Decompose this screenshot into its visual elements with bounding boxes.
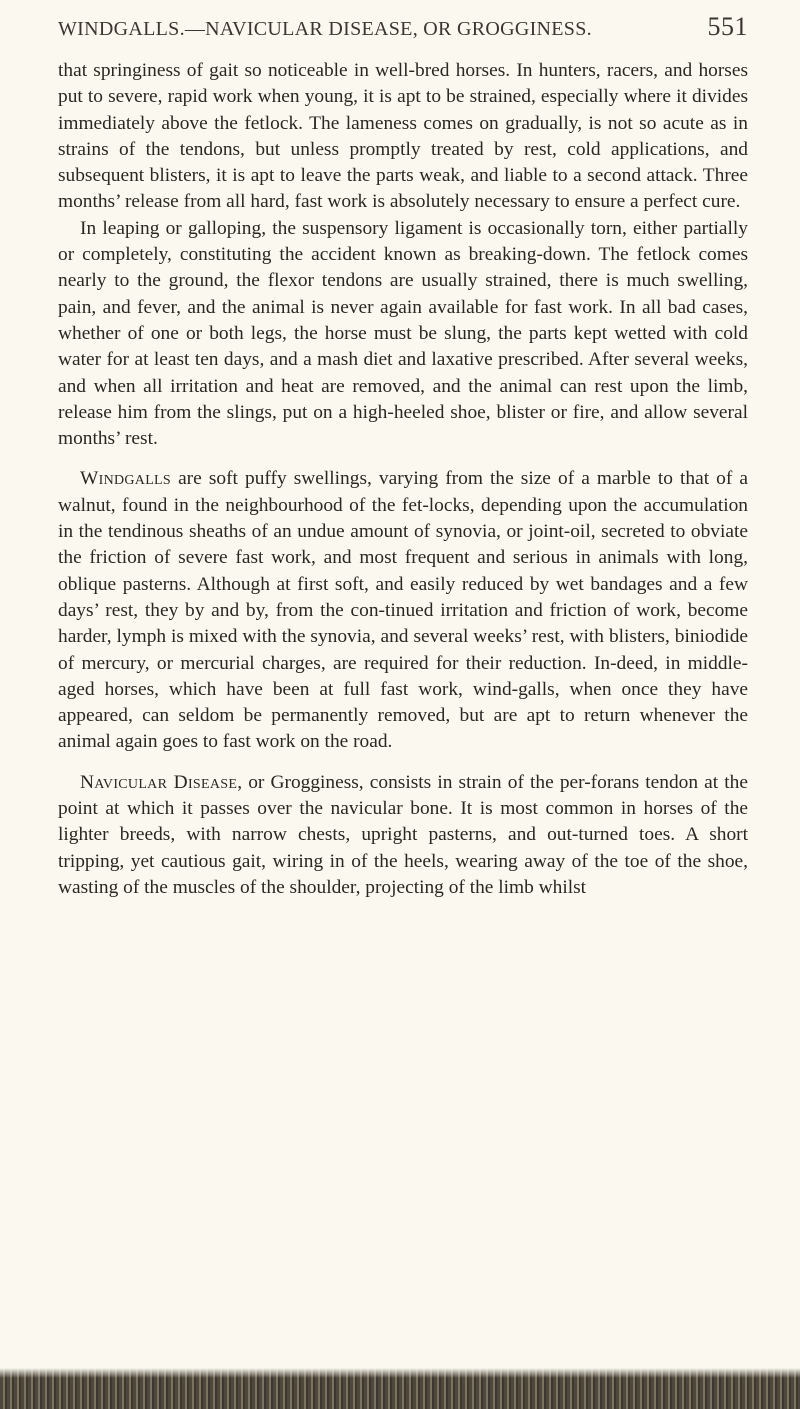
body-text <box>58 58 748 901</box>
section-lead-term: Windgalls <box>80 468 171 490</box>
page-edge-shadow <box>0 1368 800 1409</box>
paragraph-text: In leaping or galloping, the suspensory ligament is occasionally torn, either partially or completely, constituting the accident known as breaking-down. The fetlock comes nearly to the ground, the flexor tendons are usually strained, there is much swelling, pain, and fever, and the animal is never again available for fast work. In all bad cases, whether of one or both legs, the horse must be slung, the parts kept wetted with cold water for at least ten days, and a mash diet and laxative prescribed. After several weeks, and when all irritation and heat are removed, and the animal can rest upon the limb, release him from the slings, put on a high-heeled shoe, blister or fire, and allow several months’ rest. <box>58 217 748 450</box>
page-number: 551 <box>707 12 748 41</box>
paragraph-text: are soft puffy swellings, varying from the size of a marble to that of a walnut, found in the neighbourhood of the fet-locks, depending upon the accumulation in the tendinous sheaths of an undue amount of synovia, or joint-oil, secreted to obviate the friction of severe fast work, and most frequent and serious in animals with long, oblique pasterns. Although at first soft, and easily reduced by wet bandages and a few days’ rest, they by and by, from the con-tinued irritation and friction of work, become harder, lymph is mixed with the synovia, and several weeks’ rest, with blisters, biniodide of mercury, or mercurial charges, are required for their reduction. In-deed, in middle-aged horses, which have been at full fast work, wind-galls, when once they have appeared, can seldom be permanently removed, but are apt to return whenever the animal again goes to fast work on the road. <box>58 468 748 753</box>
paragraph-text: , or Grogginess, consists in strain of the per-forans tendon at the point at which it passes over the navicular bone. It is most common in horses of the lighter breeds, with narrow chests, upright pasterns, and out-turned toes. A short tripping, yet cautious gait, wiring in of the heels, wearing away of the toe of the shoe, wasting of the muscles of the shoulder, projecting of the limb whilst <box>58 771 748 898</box>
paragraph-suspensory-strain <box>58 58 748 216</box>
section-lead-term: Navicular Disease <box>80 771 238 793</box>
paragraph-breaking-down <box>58 216 748 453</box>
paragraph-text: that springiness of gait so noticeable in well-bred horses. In hunters, racers, and horses put to severe, rapid work when young, it is apt to be strained, especially where it divides immediately above the fetlock. The lameness comes on gradually, is not so acute as in strains of the tendons, but unless promptly treated by rest, cold applications, and subsequent blisters, it is apt to leave the parts weak, and liable to a second attack. Three months’ release from all hard, fast work is absolutely necessary to ensure a perfect cure. <box>58 60 748 213</box>
running-head-title: WINDGALLS.—NAVICULAR DISEASE, OR GROGGINESS. <box>58 18 592 40</box>
paragraph-windgalls <box>58 466 748 755</box>
running-head <box>58 12 748 42</box>
paragraph-navicular-disease <box>58 770 748 901</box>
